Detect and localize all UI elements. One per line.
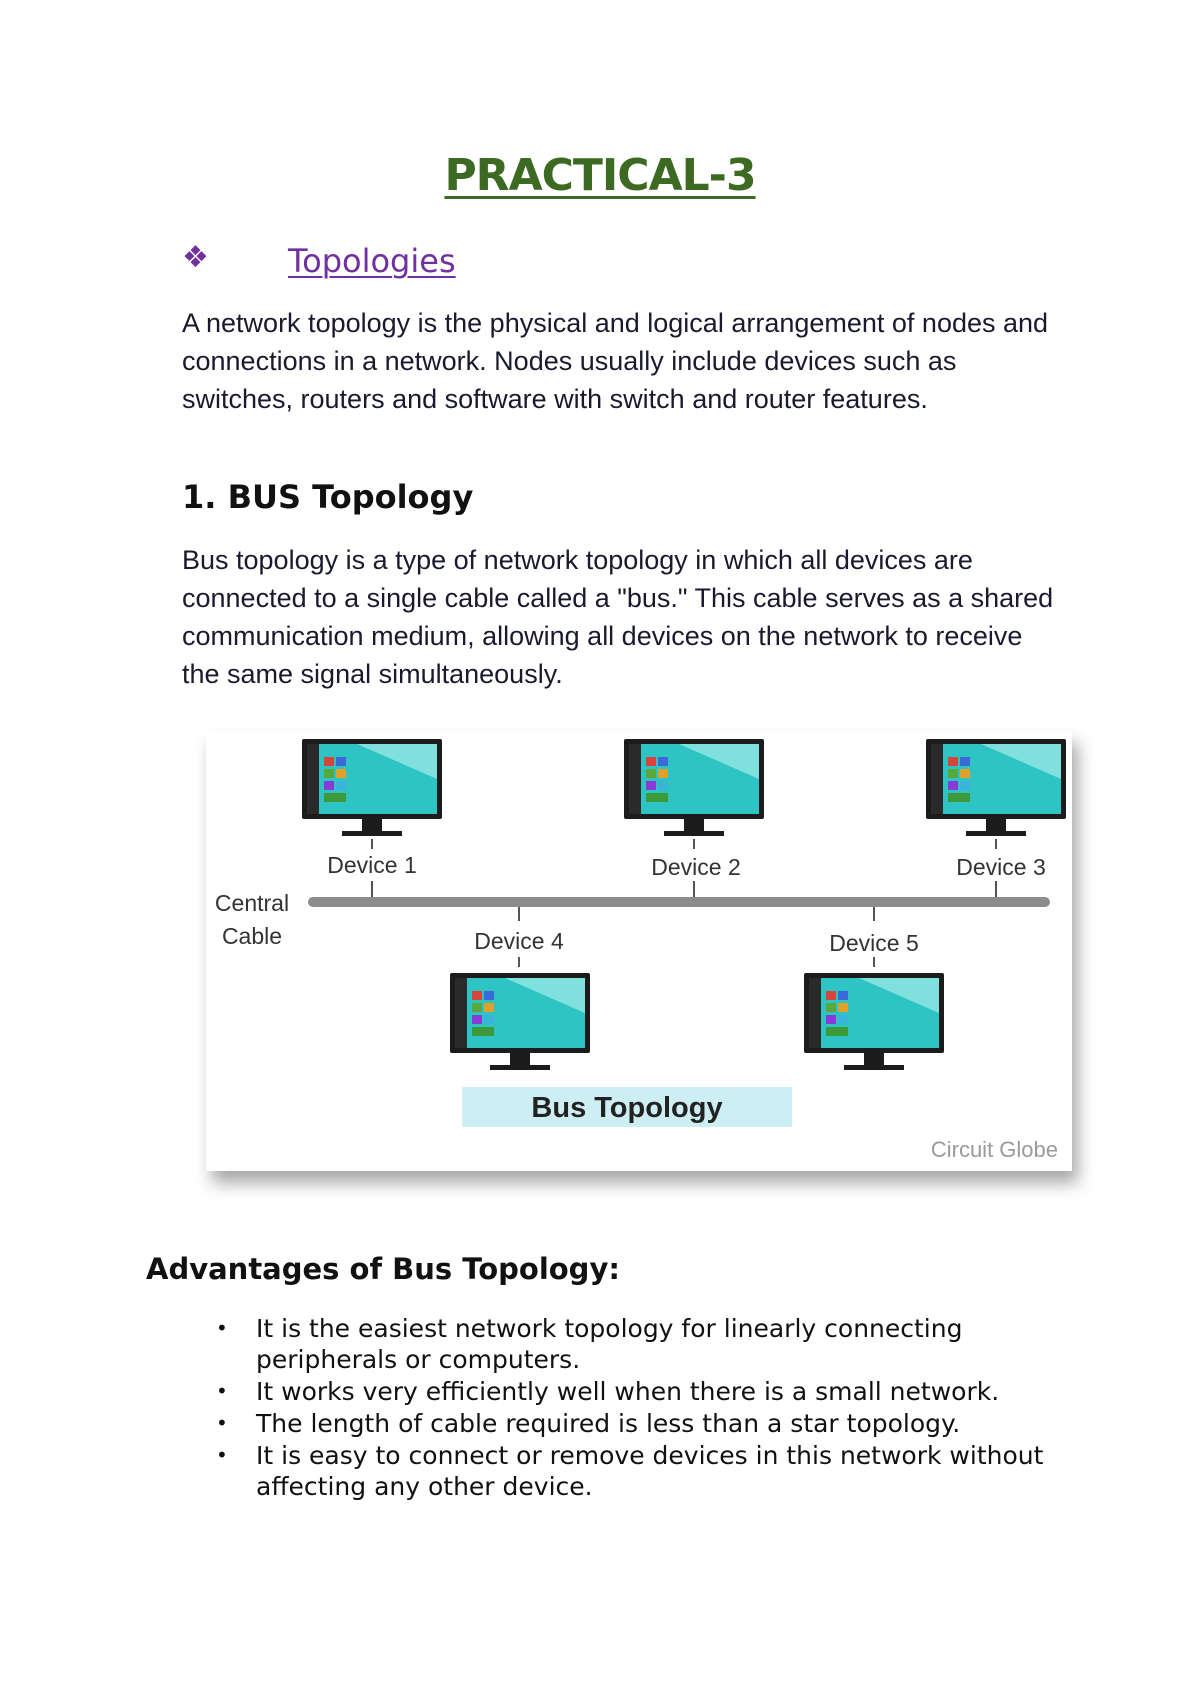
device-4-monitor-icon (450, 973, 590, 1070)
device-2-label: Device 2 (651, 854, 741, 880)
bullet-icon: • (216, 1411, 228, 1435)
page-title: PRACTICAL-3 (444, 150, 756, 201)
advantages-heading: Advantages of Bus Topology: (146, 1252, 620, 1286)
device-3-monitor-icon (926, 739, 1066, 836)
device-1-monitor-icon (302, 739, 442, 836)
cable-label-line-2: Cable (221, 923, 283, 949)
diamond-bullet-icon: ❖ (182, 240, 209, 275)
bullet-icon: • (216, 1379, 228, 1403)
list-item-text: The length of cable required is less than a star topology. (256, 1409, 961, 1438)
intro-paragraph: A network topology is the physical and logical arrangement of nodes and connections in a network. Nodes usually include devices such as switches, routers and software with switch and router features. (182, 308, 1049, 414)
bullet-icon: • (216, 1443, 228, 1467)
diagram-svg (206, 731, 1072, 1171)
list-item (216, 1408, 1076, 1439)
section-label: Topologies (288, 242, 456, 280)
list-item-text: It is easy to connect or remove devices in this network without affecting any other device. (256, 1441, 1044, 1501)
advantages-list (216, 1313, 1076, 1503)
bullet-icon: • (216, 1316, 228, 1340)
section-heading (182, 240, 1082, 290)
cable-label-line-1: Central (214, 890, 290, 916)
device-1-label: Device 1 (327, 852, 417, 878)
bus-topology-diagram (206, 731, 1072, 1171)
watermark: Circuit Globe (930, 1137, 1058, 1162)
bus-topology-heading: 1. BUS Topology (182, 478, 474, 516)
list-item (216, 1376, 1076, 1407)
list-item (216, 1440, 1076, 1502)
diagram-caption: Bus Topology (531, 1092, 723, 1124)
device-5-label: Device 5 (829, 930, 919, 956)
device-3-label: Device 3 (956, 854, 1046, 880)
device-2-monitor-icon (624, 739, 764, 836)
list-item-text: It is the easiest network topology for linearly connecting peripherals or computers. (256, 1314, 963, 1374)
bus-description: Bus topology is a type of network topology in which all devices are connected to a single cable called a "bus." This cable serves as a shared communication medium, allowing all devices on the network to receive the same signal simultaneously. (182, 545, 1054, 689)
device-5-monitor-icon (804, 973, 944, 1070)
device-4-label: Device 4 (474, 928, 564, 954)
list-item (216, 1313, 1076, 1375)
list-item-text: It works very efficiently well when there is a small network. (256, 1377, 1000, 1406)
central-cable (308, 897, 1050, 907)
